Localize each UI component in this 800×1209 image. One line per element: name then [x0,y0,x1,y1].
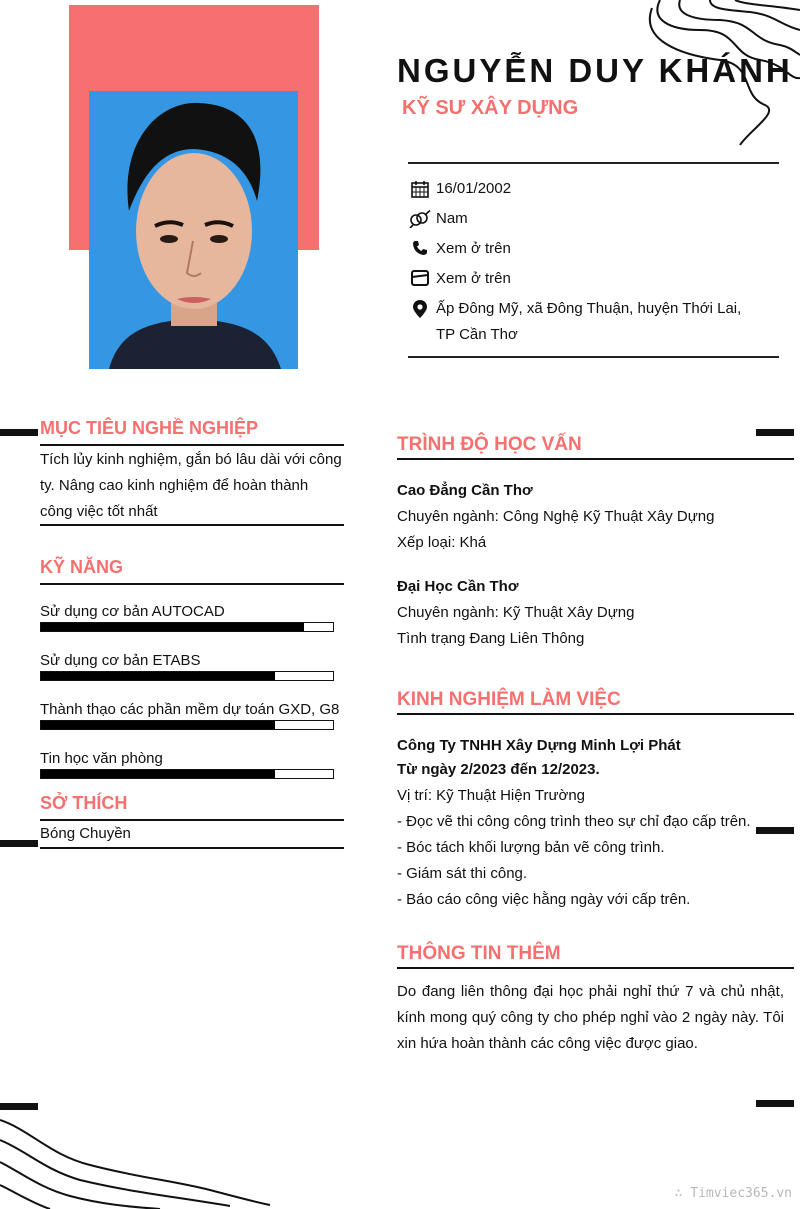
hobbies-rule-bottom [40,847,344,849]
skill-label: Sử dụng cơ bản ETABS [40,652,201,669]
objective-rule-bottom [40,524,344,526]
skill-level-bar [40,622,334,632]
decor-bar-right-3 [756,1100,794,1107]
skill-level-bar [40,769,334,779]
experience-item [397,734,787,782]
decor-bar-left-1 [0,429,38,436]
hobbies-text: Bóng Chuyền [40,825,131,842]
contact-birthday [408,176,779,202]
school-name: Cao Đẳng Cần Thơ [397,482,533,499]
skill-level-bar [40,720,334,730]
skills-heading: KỸ NĂNG [40,557,124,577]
decor-bar-right-1 [756,429,794,436]
experience-rule [397,713,794,715]
experience-heading: KINH NGHIỆM LÀM VIỆC [397,689,621,710]
skill-label: Thành thạo các phần mềm dự toán GXD, G8 [40,701,340,718]
extra-info-heading: THÔNG TIN THÊM [397,943,561,964]
work-period: Từ ngày 2/2023 đến 12/2023. [397,761,600,778]
objective-heading: MỤC TIÊU NGHỀ NGHIỆP [40,418,259,438]
skill-level-fill [41,623,304,631]
skill-label: Sử dụng cơ bản AUTOCAD [40,603,225,620]
duty-item: - Giám sát thi công. [397,865,528,882]
skills-rule [40,583,344,585]
birthday-text: 16/01/2002 [436,180,512,197]
contact-info [408,162,779,358]
skill-level-bar [40,671,334,681]
gender-icon [408,206,432,228]
skill-level-fill [41,672,275,680]
contact-phone [408,236,779,262]
school-name: Đại Học Cần Thơ [397,578,519,595]
objective-rule-top [40,444,344,446]
job-title: KỸ SƯ XÂY DỰNG [402,97,579,119]
duty-item: - Bóc tách khối lượng bản vẽ công trình. [397,839,665,856]
contact-email [408,266,779,292]
extra-info-text: Do đang liên thông đại học phải nghỉ thứ 7 và chủ nhật, kính mong quý công ty cho phép nghỉ vào 2 ngày này. Tôi xin hứa hoàn thành các công việc được giao. [397,983,784,1052]
hobbies-heading: SỞ THÍCH [40,793,128,813]
phone-text: Xem ở trên [436,240,511,257]
address-text: Ấp Đông Mỹ, xã Đông Thuận, huyện Thới Lai, TP Cần Thơ [436,300,742,343]
company-name: Công Ty TNHH Xây Dựng Minh Lợi Phát [397,737,681,754]
skill-label: Tin học văn phòng [40,750,163,767]
education-item [397,478,787,556]
gender-text: Nam [436,210,468,227]
skill-level-fill [41,721,275,729]
email-text: Xem ở trên [436,270,511,287]
extra-info-rule [397,967,794,969]
decor-bar-left-2 [0,840,38,847]
decorative-waves-bottom [0,1110,280,1209]
phone-icon [408,236,432,256]
school-major: Chuyên ngành: Công Nghệ Kỹ Thuật Xây Dựng [397,508,715,525]
calendar-icon [408,176,432,198]
skill-level-fill [41,770,275,778]
education-rule [397,458,794,460]
duty-item: - Báo cáo công việc hằng ngày với cấp trên. [397,891,691,908]
school-rating: Xếp loại: Khá [397,534,487,551]
contact-address [408,296,779,348]
footer-brand: ∴ Timviec365.vn [674,1186,792,1201]
decor-bar-left-3 [0,1103,38,1110]
education-item [397,574,787,652]
work-position: Vị trí: Kỹ Thuật Hiện Trường [397,787,586,804]
location-pin-icon [408,296,432,318]
experience-details [397,783,787,913]
contact-gender [408,206,779,232]
duty-item: - Đọc vẽ thi công công trình theo sự chỉ đạo cấp trên. [397,813,751,830]
candidate-name: NGUYỄN DUY KHÁNH [397,52,793,89]
school-major: Chuyên ngành: Kỹ Thuật Xây Dựng [397,604,635,621]
objective-text: Tích lủy kinh nghiệm, gắn bó lâu dài với công ty. Nâng cao kinh nghiệm để hoàn thành công việc tốt nhất [40,451,342,520]
email-icon [408,266,432,286]
school-status: Tình trạng Đang Liên Thông [397,630,585,647]
education-heading: TRÌNH ĐỘ HỌC VẤN [397,434,582,455]
profile-photo [89,91,298,369]
